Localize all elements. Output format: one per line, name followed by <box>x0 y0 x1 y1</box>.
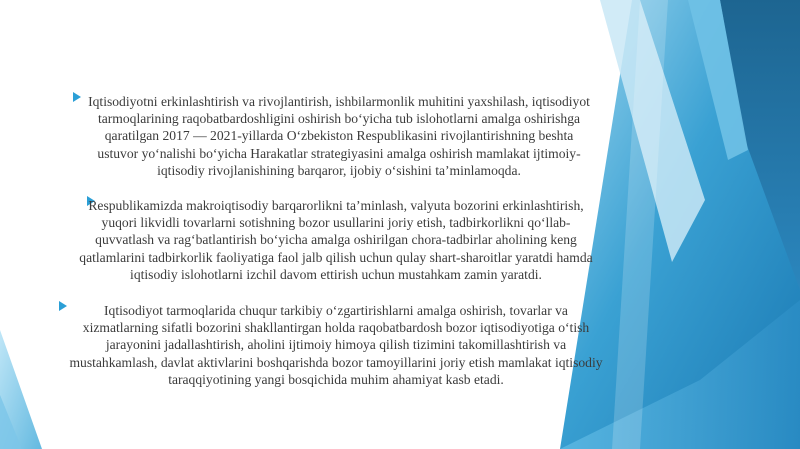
paragraph-1: Iqtisodiyotni erkinlashtirish va rivojlantirish, ishbilarmonlik muhitini yaxshilash, iqtisodiyot tarmoqlarining raqobatbardoshligini oshirish bo‘yicha tub islohotlarni amalga oshirishga qaratilgan 2017 — 2021-yillarda O‘zbekiston Respublikasini rivojlantirishning beshta ustuvor yo‘nalishi bo‘yicha Harakatlar strategiyasini amalga oshirish mamlakat ijtimoiy-iqtisodiy rivojlanishining barqaror, ijobiy o‘sishini ta’minlamoqda. <box>88 94 590 178</box>
paragraph-3: Iqtisodiyot tarmoqlarida chuqur tarkibiy o‘zgartirishlarni amalga oshirish, tovarlar va xizmatlarning sifatli bozorini shakllantirgan holda raqobatbardosh bozor iqtisodiyotiga o‘tish jarayonini jadallashtirish, aholini ijtimoiy himoya qilish tizimini takomillashtirish va mustahkamlash, davlat aktivlarini boshqarishda bozor tamoyillarini joriy etish mamlakat iqtisodiy taraqqiyotining yangi bosqichida muhim ahamiyat kasb etadi. <box>69 303 603 387</box>
paragraph-2: Respublikamizda makroiqtisodiy barqarorlikni ta’minlash, valyuta bozorini erkinlashtirish, yuqori likvidli tovarlarni sotishning bozor usullarini joriy etish, tadbirkorlikni qo‘llab-quvvatlash va rag‘batlantirish bo‘yicha amalga oshirilgan chora-tadbirlar aholining keng qatlamlarini tadbirkorlik faoliyatiga faol jalb qilish uchun qulay shart-sharoitlar yaratdi hamda iqtisodiy islohotlarni izchil davom ettirish uchun mustahkam zamin yaratdi. <box>79 198 593 282</box>
bullet-arrow-icon <box>73 92 81 102</box>
